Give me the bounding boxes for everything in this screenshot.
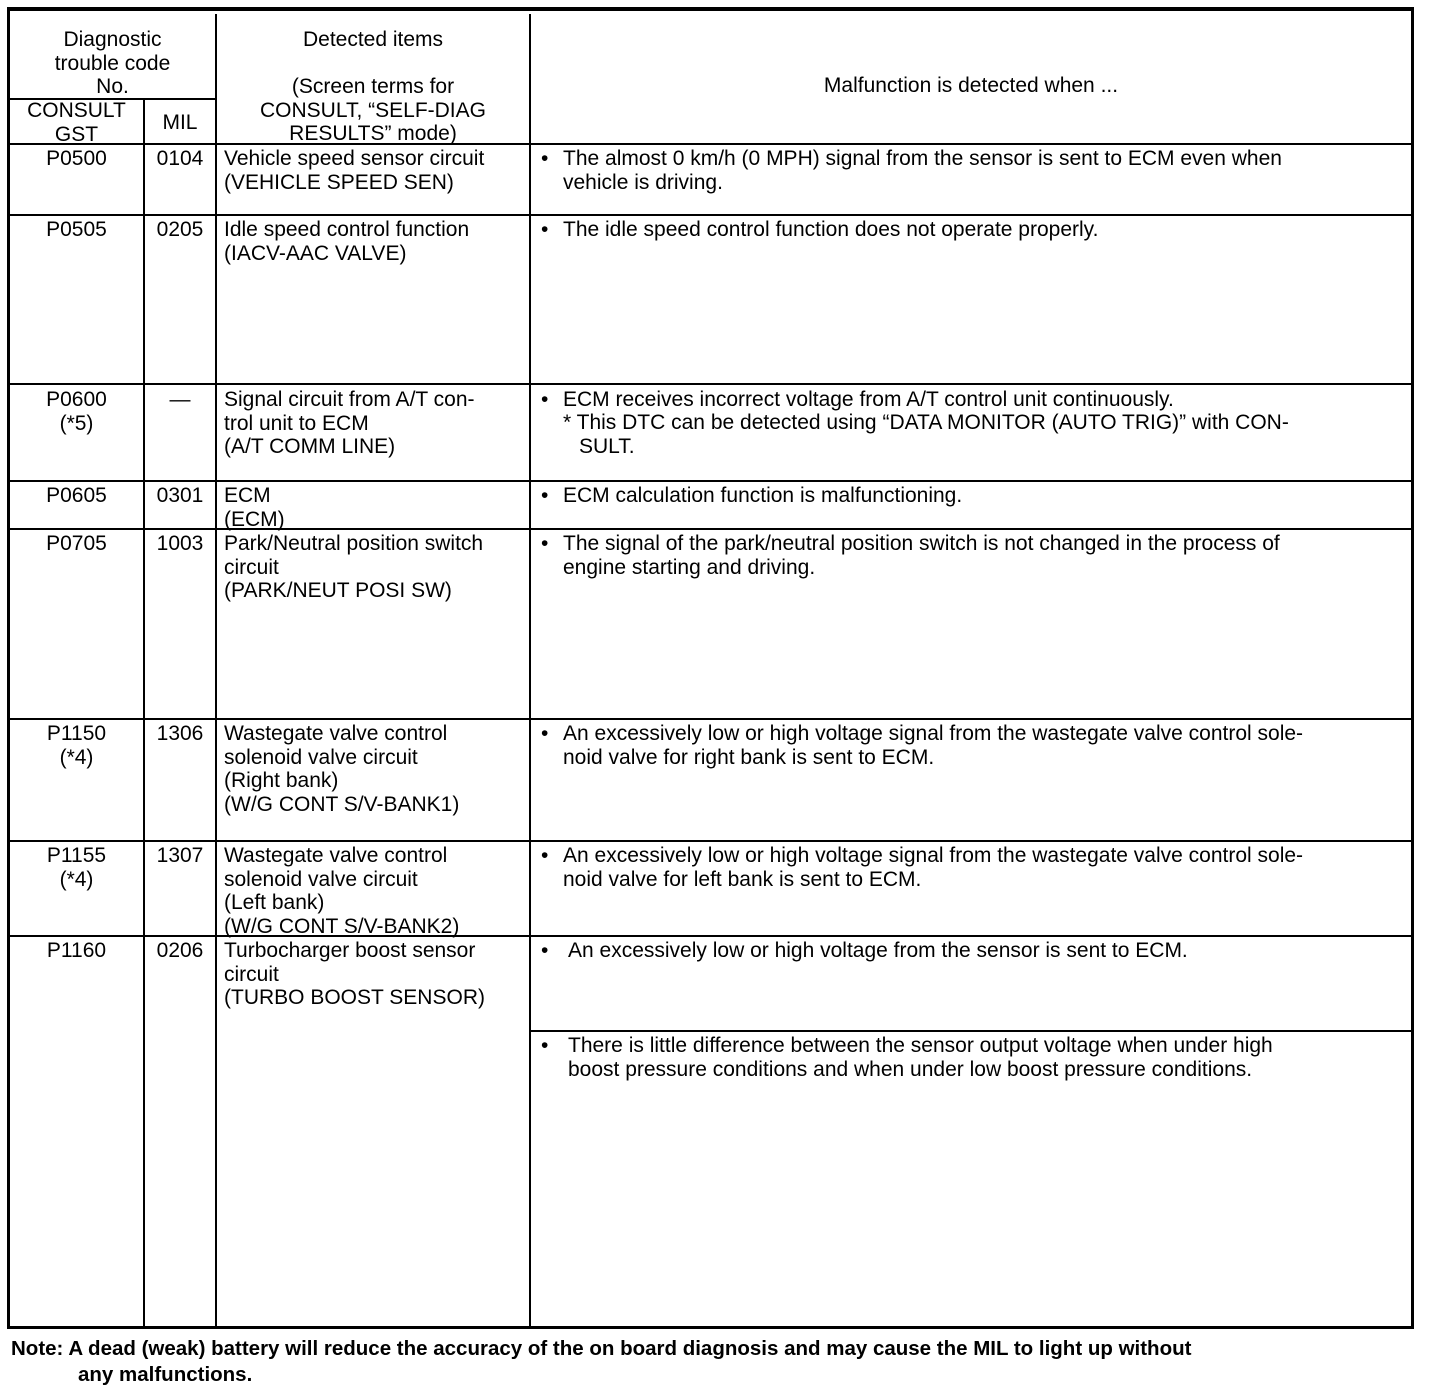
col-divider-items bbox=[529, 14, 531, 1326]
mil-code-cell: 1306 bbox=[156, 722, 204, 745]
malfunction-bullet: • bbox=[541, 218, 549, 241]
mil-code-cell: 0104 bbox=[156, 147, 204, 170]
mil-code-cell: 0301 bbox=[156, 484, 204, 507]
malfunction-bullet: • bbox=[541, 939, 549, 962]
detected-item-cell: Park/Neutral position switch circuit (PARK/NEUT POSI SW) bbox=[224, 532, 484, 602]
malfunction-cell: An excessively low or high voltage signal from the wastegate valve control sole- noid valve for right bank is sent to ECM. bbox=[563, 722, 1304, 769]
dtc-code-cell: P0500 bbox=[46, 147, 107, 170]
detected-item-cell: Idle speed control function (IACV-AAC VALVE) bbox=[224, 218, 470, 265]
malfunction-bullet: • bbox=[541, 844, 549, 867]
col-divider-mil bbox=[215, 14, 217, 1326]
detected-item-cell: Turbocharger boost sensor circuit (TURBO BOOST SENSOR) bbox=[224, 939, 485, 1009]
malfunction-bullet: • bbox=[541, 147, 549, 170]
header-dtc-no: Diagnostic trouble code No. bbox=[54, 28, 171, 98]
dtc-code-cell: P1160 bbox=[46, 939, 107, 962]
malfunction-bullet: • bbox=[541, 722, 549, 745]
row-rule bbox=[10, 214, 1411, 216]
malfunction-cell: An excessively low or high voltage signal from the wastegate valve control sole- noid valve for left bank is sent to ECM. bbox=[563, 844, 1304, 891]
mil-code-cell: 1003 bbox=[156, 532, 204, 555]
mil-code-cell: 1307 bbox=[156, 844, 204, 867]
dtc-code-cell: P0600 (*5) bbox=[46, 388, 107, 435]
mil-code-cell: 0206 bbox=[156, 939, 204, 962]
malfunction-footnote: * This DTC can be detected using “DATA MONITOR (AUTO TRIG)” with CON- SULT. bbox=[563, 411, 1289, 458]
header-mil: MIL bbox=[162, 111, 198, 134]
malfunction-cell: The idle speed control function does not operate properly. bbox=[563, 218, 1099, 241]
malfunction-cell: ECM receives incorrect voltage from A/T control unit continuously. bbox=[563, 388, 1174, 411]
note-line-1: Note: A dead (weak) battery will reduce the accuracy of the on board diagnosis and may cause the MIL to light up without bbox=[11, 1337, 1192, 1360]
malfunction-cell: ECM calculation function is malfunctioning. bbox=[563, 484, 963, 507]
mil-code-cell: — bbox=[169, 388, 191, 411]
malfunction-cell: There is little difference between the sensor output voltage when under high boost pressure conditions and when under low boost pressure conditions. bbox=[568, 1034, 1273, 1081]
malfunction-bullet: • bbox=[541, 484, 549, 507]
row-rule bbox=[10, 935, 1411, 937]
row-rule bbox=[10, 480, 1411, 482]
row-rule bbox=[10, 383, 1411, 385]
malfunction-bullet: • bbox=[541, 1034, 549, 1057]
malfunction-bullet: • bbox=[541, 532, 549, 555]
mil-code-cell: 0205 bbox=[156, 218, 204, 241]
malfunction-cell: An excessively low or high voltage from the sensor is sent to ECM. bbox=[568, 939, 1188, 962]
header-detected-items: Detected items (Screen terms for CONSULT, “SELF-DIAG RESULTS” mode) bbox=[260, 28, 486, 145]
row-rule bbox=[10, 528, 1411, 530]
header-consult-gst: CONSULT GST bbox=[27, 99, 126, 146]
malfunction-bullet: • bbox=[541, 388, 549, 411]
detected-item-cell: Vehicle speed sensor circuit (VEHICLE SPEED SEN) bbox=[224, 147, 485, 194]
dtc-code-cell: P0705 bbox=[46, 532, 107, 555]
note-line-2: any malfunctions. bbox=[78, 1363, 253, 1386]
dtc-table bbox=[7, 7, 1414, 1329]
row-rule bbox=[10, 718, 1411, 720]
detected-item-cell: Wastegate valve control solenoid valve circuit (Left bank) (W/G CONT S/V-BANK2) bbox=[224, 844, 460, 938]
sub-row-rule bbox=[529, 1030, 1411, 1032]
row-rule bbox=[10, 840, 1411, 842]
dtc-code-cell: P1155 (*4) bbox=[46, 844, 107, 891]
detected-item-cell: ECM (ECM) bbox=[224, 484, 285, 531]
detected-item-cell: Signal circuit from A/T con- trol unit to ECM (A/T COMM LINE) bbox=[224, 388, 475, 458]
malfunction-cell: The signal of the park/neutral position switch is not changed in the process of engine starting and driving. bbox=[563, 532, 1280, 579]
battery-note bbox=[11, 1336, 1431, 1388]
detected-item-cell: Wastegate valve control solenoid valve circuit (Right bank) (W/G CONT S/V-BANK1) bbox=[224, 722, 460, 816]
col-divider-consult bbox=[143, 98, 145, 1326]
header-malfunction: Malfunction is detected when ... bbox=[823, 74, 1119, 97]
dtc-code-cell: P1150 (*4) bbox=[46, 722, 107, 769]
dtc-code-cell: P0605 bbox=[46, 484, 107, 507]
malfunction-cell: The almost 0 km/h (0 MPH) signal from the sensor is sent to ECM even when vehicle is driving. bbox=[563, 147, 1282, 194]
dtc-code-cell: P0505 bbox=[46, 218, 107, 241]
